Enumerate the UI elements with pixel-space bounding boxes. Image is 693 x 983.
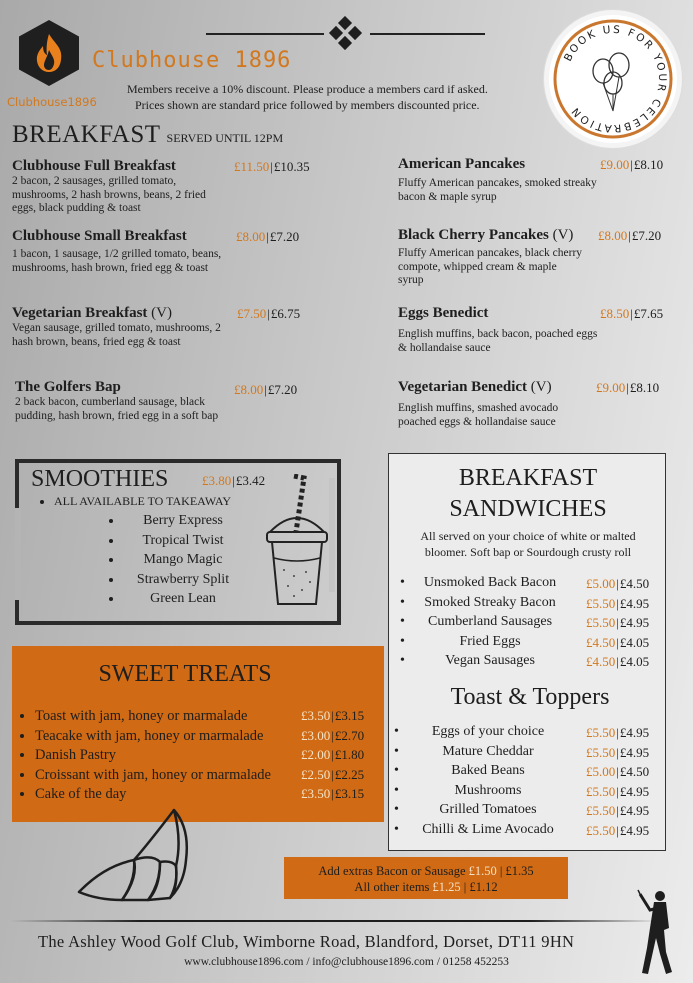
toast-list (394, 724, 662, 841)
sandwich-item: • Vegan Sausages £4.50|£4.05 (400, 653, 650, 669)
footer-contact: www.clubhouse1896.com / info@clubhouse1896.com / 01258 452253 (184, 956, 509, 968)
item-price: £8.50|£7.65 (600, 306, 664, 321)
smoothies-list (105, 513, 243, 611)
sandwiches-note: All served on your choice of white or malted bloomer. Soft bap or Sourdough crusty roll (420, 529, 636, 559)
item-price: £8.00|£7.20 (234, 382, 298, 397)
item-description: 2 back bacon, cumberland sausage, black pudding, hash brown, fried egg in a soft bap (15, 396, 219, 422)
item-price: £11.50|£10.35 (234, 159, 310, 174)
smoothies-note (34, 494, 231, 509)
item-description: English muffins, smashed avocado poached eggs & hollandaise sauce (398, 402, 559, 428)
logo-caption: Clubhouse1896 (7, 95, 97, 109)
sandwich-item: • Fried Eggs £4.50|£4.05 (400, 633, 650, 650)
item-description: English muffins, back bacon, poached eggs & hollandaise sauce (398, 328, 598, 354)
diamond-ornament-icon (326, 16, 366, 54)
footer-address: The Ashley Wood Golf Club, Wimborne Road, Blandford, Dorset, DT11 9HN (38, 932, 575, 951)
item-description: 1 bacon, 1 sausage, 1/2 grilled tomato, beans, mushrooms, hash brown, fried egg & toast (12, 248, 222, 274)
item-price: £8.00|£7.20 (598, 228, 662, 243)
item-description: Vegan sausage, grilled tomato, mushrooms, 2 hash brown, beans, fried egg & toast (12, 322, 221, 348)
smoothies-price: £3.80|£3.42 (202, 473, 266, 488)
item-title: Clubhouse Full Breakfast (12, 158, 176, 174)
sweet-treats-list (18, 708, 390, 806)
sweet-treats-title: SWEET TREATS (98, 661, 272, 687)
breakfast-item (15, 379, 385, 423)
discount-note-2: Prices shown are standard price followed by members discounted price. (135, 98, 480, 112)
item-title: American Pancakes (398, 156, 526, 172)
item-title: Eggs Benedict (398, 305, 489, 321)
golfer-icon (636, 888, 682, 976)
item-title: The Golfers Bap (15, 379, 121, 395)
header-rule-right (370, 33, 485, 35)
flame-icon (19, 20, 79, 86)
logo-hexagon (19, 20, 79, 86)
item-title: Black Cherry Pancakes (V) (398, 227, 574, 243)
breakfast-item (12, 158, 382, 216)
header-rule-left (206, 33, 324, 35)
sweet-item: • Toast with jam, honey or marmalade £3.50|£3.15 (35, 708, 390, 728)
croissant-icon (74, 800, 194, 905)
item-title: Vegetarian Benedict (V) (398, 379, 552, 395)
smoothie-item: • Mango Magic (123, 552, 243, 572)
sandwich-item: • Cumberland Sausages £5.50|£4.95 (400, 614, 650, 630)
takeaway-note: • ALL AVAILABLE TO TAKEAWAY (54, 494, 231, 509)
extras-line-1: Add extras Bacon or Sausage £1.50 | £1.35 (318, 864, 534, 878)
toast-item: • Mature Cheddar £5.50|£4.95 (394, 743, 650, 760)
sandwich-item: • Unsmoked Back Bacon £5.00|£4.50 (400, 575, 650, 591)
item-description: Fluffy American pancakes, black cherry compote, whipped cream & maple syrup (398, 247, 583, 286)
breakfast-subtitle: SERVED UNTIL 12PM (166, 131, 284, 145)
smoothie-item: • Berry Express (123, 513, 243, 533)
smoothie-item: • Strawberry Split (123, 572, 243, 592)
breakfast-title: BREAKFAST (12, 121, 161, 148)
breakfast-item (398, 156, 678, 204)
smoothie-cup-icon (264, 474, 330, 610)
item-title: Vegetarian Breakfast (V) (12, 305, 172, 321)
sandwiches-title: BREAKFAST SANDWICHES (449, 465, 607, 522)
item-price: £9.00|£8.10 (596, 380, 660, 395)
discount-note-1: Members receive a 10% discount. Please produce a members card if asked. (127, 82, 488, 96)
smoothie-item: • Tropical Twist (123, 533, 243, 553)
item-price: £7.50|£6.75 (237, 306, 301, 321)
toast-item: • Mushrooms £5.50|£4.95 (394, 782, 650, 799)
toast-toppers-title: Toast & Toppers (450, 684, 610, 710)
sandwiches-list (400, 575, 662, 673)
breakfast-item (398, 379, 678, 429)
smoothies-title: SMOOTHIES (31, 466, 169, 492)
smoothie-item: • Green Lean (123, 591, 243, 611)
item-price: £8.00|£7.20 (236, 229, 300, 244)
breakfast-item (12, 228, 382, 275)
sweet-item: • Danish Pastry £2.00|£1.80 (35, 747, 390, 767)
sweet-item: • Cake of the day £3.50|£3.15 (35, 786, 390, 806)
sweet-item: • Croissant with jam, honey or marmalade £2.50|£2.25 (35, 767, 390, 787)
sweet-item: • Teacake with jam, honey or marmalade £3.00|£2.70 (35, 728, 390, 748)
toast-item: • Chilli & Lime Avocado £5.50|£4.95 (394, 821, 650, 838)
toast-item: • Baked Beans £5.00|£4.50 (394, 763, 650, 779)
toast-item: • Eggs of your choice £5.50|£4.95 (394, 724, 650, 740)
extras-line-2: All other items £1.25 | £1.12 (354, 880, 498, 894)
brand-name: Clubhouse 1896 (92, 48, 292, 73)
badge-text: BOOK US FOR YOUR CELEBRATION (562, 23, 669, 135)
toast-item: • Grilled Tomatoes £5.50|£4.95 (394, 802, 650, 818)
svg-text:BOOK US FOR YOUR CELEBRATION (562, 24, 668, 134)
sandwich-item: • Smoked Streaky Bacon £5.50|£4.95 (400, 594, 650, 611)
item-price: £9.00|£8.10 (600, 157, 664, 172)
balloons-icon (549, 15, 677, 143)
breakfast-item (12, 305, 382, 349)
breakfast-item (398, 305, 678, 355)
frame-gap-left (15, 508, 21, 600)
breakfast-item (398, 227, 678, 288)
breakfast-heading (12, 121, 283, 149)
footer-rule (10, 920, 660, 922)
item-title: Clubhouse Small Breakfast (12, 228, 187, 244)
celebration-badge (544, 10, 682, 148)
item-description: Fluffy American pancakes, smoked streaky bacon & maple syrup (398, 177, 597, 203)
item-description: 2 bacon, 2 sausages, grilled tomato, mushrooms, 2 hash browns, beans, 2 fried eggs, black pudding & toast (12, 175, 206, 214)
